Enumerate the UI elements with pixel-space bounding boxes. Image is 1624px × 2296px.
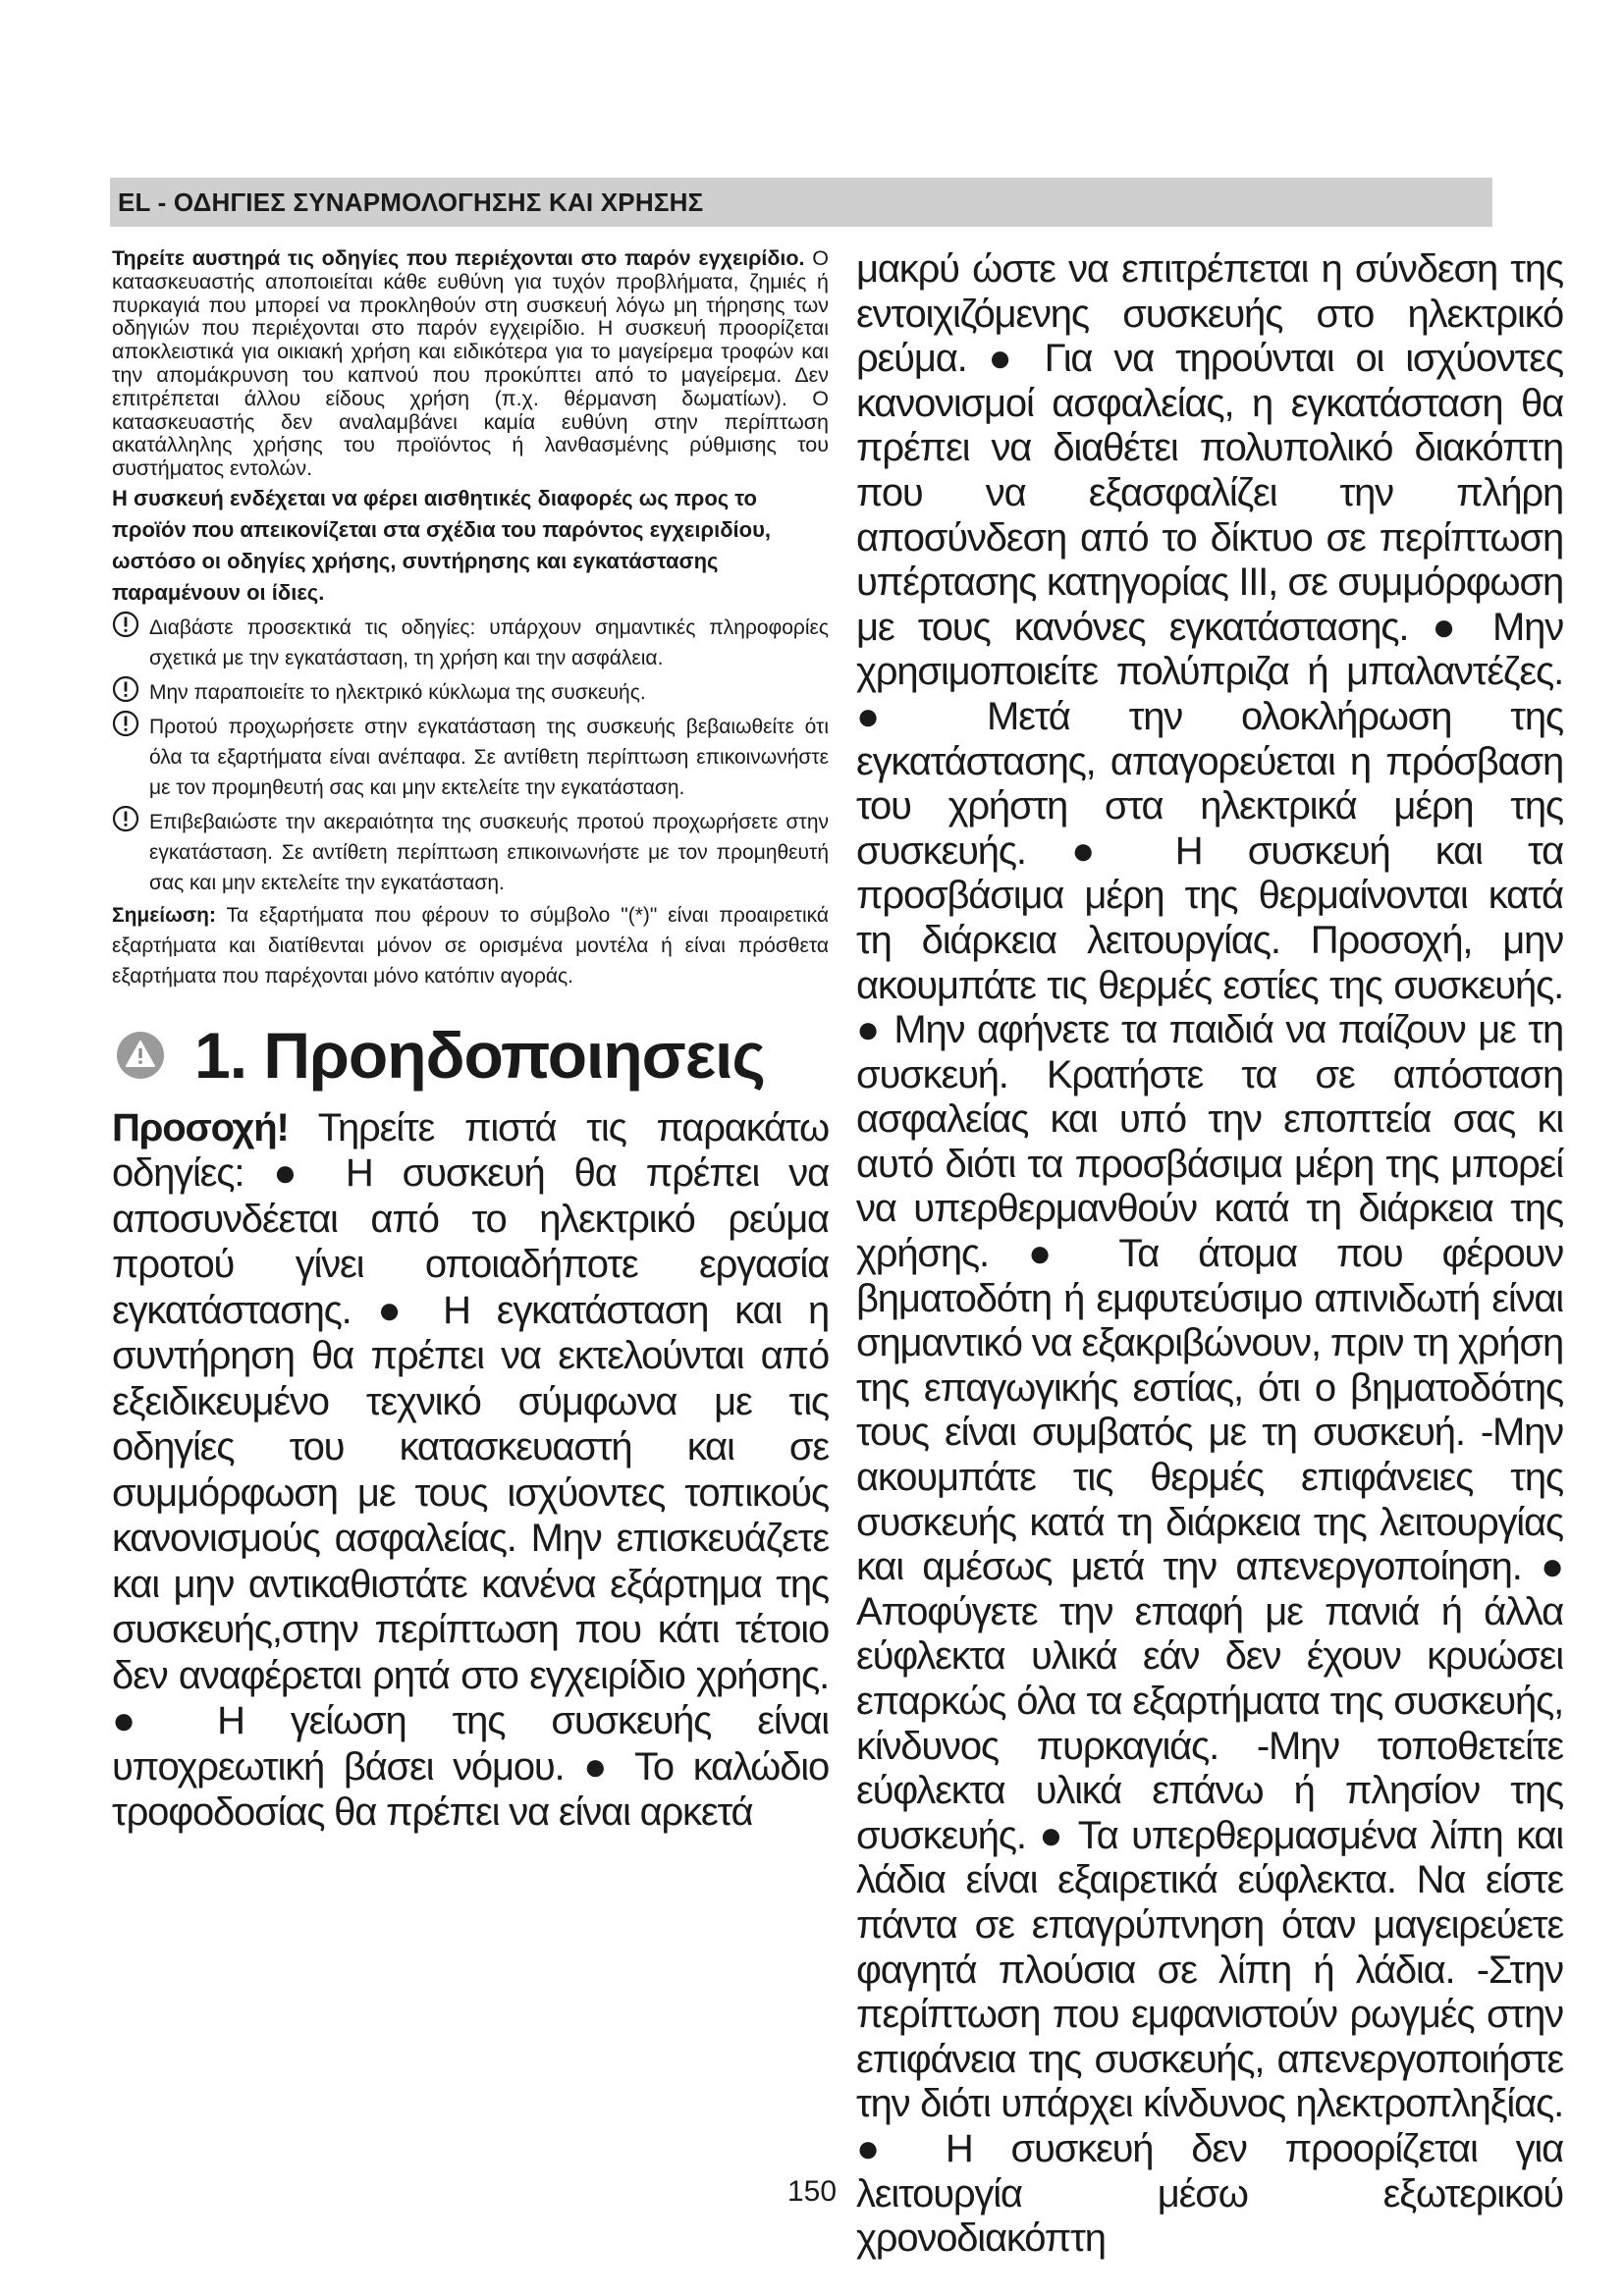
exclamation-circle-icon bbox=[112, 710, 139, 737]
header-bar bbox=[110, 178, 1492, 227]
note-label: Σημείωση: bbox=[112, 903, 217, 927]
notice-text: Μην παραποιείτε το ηλεκτρικό κύκλωμα της συσκευής. bbox=[149, 680, 646, 704]
notice-item bbox=[112, 712, 829, 803]
intro-paragraph bbox=[112, 247, 829, 481]
notice-item bbox=[112, 807, 829, 898]
right-column bbox=[856, 247, 1563, 2262]
note-text: Τα εξαρτήματα που φέρουν το σύμβολο "(*)" είναι προαιρετικά εξαρτήματα και διατίθενται μόνον σε ορισμένα μοντέλα ή είναι πρόσθετα εξαρτήματα που παρέχονται μόνο κατόπιν αγοράς. bbox=[112, 903, 829, 988]
intro-lead: Τηρείτε αυστηρά τις οδηγίες που περιέχονται στο παρόν εγχειρίδιο. bbox=[112, 246, 805, 270]
page-number: 150 bbox=[786, 2175, 838, 2208]
exclamation-circle-icon bbox=[112, 675, 139, 703]
exclamation-circle-icon bbox=[112, 805, 139, 832]
left-column bbox=[112, 247, 829, 1836]
warning-icon bbox=[116, 1031, 165, 1080]
section-title: 1. Προηδοποιησεις bbox=[194, 1018, 765, 1092]
attention-label: Προσοχή! bbox=[112, 1105, 289, 1149]
warnings-left-text bbox=[112, 1105, 829, 1836]
section-heading bbox=[112, 1015, 829, 1095]
header-title: EL - ΟΔΗΓΙΕΣ ΣΥΝΑΡΜΟΛΟΓΗΣΗΣ ΚΑΙ ΧΡΗΣΗΣ bbox=[118, 187, 704, 217]
warnings-left-body: Τηρείτε πιστά τις παρακάτω οδηγίες: ● Η συσκευή θα πρέπει να αποσυνδέεται από το ηλεκτρικό ρεύμα προτού γίνει οποιαδήποτε εργασία εγκατάστασης. ● Η εγκατάσταση και η συντήρηση θα πρέπει να εκτελούνται από εξειδικευμένο τεχνικό σύμφωνα με τις οδηγίες του κατασκευαστή και σε συμμόρφωση με τους ισχύοντες τοπικούς κανονισμούς ασφαλείας. Μην επισκευάζετε και μην αντικαθιστάτε κανένα εξάρτημα της συσκευής,στην περίπτωση που κάτι τέτοιο δεν αναφέρεται ρητά στο εγχειρίδιο χρήσης. ● Η γείωση της συσκευής είναι υποχρεωτική βάσει νόμου. ● Το καλώδιο τροφοδοσίας θα πρέπει να είναι αρκετά bbox=[112, 1105, 829, 1835]
aesthetic-difference-notice: Η συσκευή ενδέχεται να φέρει αισθητικές διαφορές ως προς το προϊόν που απεικονίζεται στα σχέδια του παρόντος εγχειριδίου, ωστόσο οι οδηγίες χρήσης, συντήρησης και εγκατάστασης παραμένουν οι ίδιες. bbox=[112, 485, 771, 605]
notice-text: Προτού προχωρήσετε στην εγκατάσταση της συσκευής βεβαιωθείτε ότι όλα τα εξαρτήματα είναι ανέπαφα. Σε αντίθετη περίπτωση επικοινωνήστε με τον προμηθευτή σας και μην εκτελείτε την εγκατάσταση. bbox=[149, 715, 829, 799]
intro-text: Ο κατασκευαστής αποποιείται κάθε ευθύνη για τυχόν προβλήματα, ζημιές ή πυρκαγιά που μπορεί να προκληθούν στη συσκευή λόγω μη τήρησης των οδηγιών που περιέχονται στο παρόν εγχειρίδιο. Η συσκευή προορίζεται αποκλειστικά για οικιακή χρήση και ειδικότερα για το μαγείρεμα τροφών και την απομάκρυνση του καπνού που προκύπτει από το μαγείρεμα. Δεν επιτρέπεται άλλου είδους χρήση (π.χ. θέρμανση δωματίων). Ο κατασκευαστής δεν αναλαμβάνει καμία ευθύνη στην περίπτωση ακατάλληλης χρήσης του προϊόντος ή λανθασμένης ρύθμισης του συστήματος εντολών. bbox=[112, 246, 829, 481]
warnings-right-text: μακρύ ώστε να επιτρέπεται η σύνδεση της εντοιχιζόμενης συσκευής στο ηλεκτρικό ρεύμα. ● Για να τηρούνται οι ισχύοντες κανονισμοί ασφαλείας, η εγκατάσταση θα πρέπει να διαθέτει πολυπολικό διακόπτη που να εξασφαλίζει την πλήρη αποσύνδεση από το δίκτυο σε περίπτωση υπέρτασης κατηγορίας ΙΙΙ, σε συμμόρφωση με τους κανόνες εγκατάστασης. ● Μην χρησιμοποιείτε πολύπριζα ή μπαλαντέζες. ● Μετά την ολοκλήρωση της εγκατάστασης, απαγορεύεται η πρόσβαση του χρήστη στα ηλεκτρικά μέρη της συσκευής. ● Η συσκευή και τα προσβάσιμα μέρη της θερμαίνονται κατά τη διάρκεια λειτουργίας. Προσοχή, μην ακουμπάτε τις θερμές εστίες της συσκευής. ● Μην αφήνετε τα παιδιά να παίζουν με τη συσκευή. Κρατήστε τα σε απόσταση ασφαλείας και υπό την εποπτεία σας κι αυτό διότι τα προσβάσιμα μέρη της μπορεί να υπερθερμανθούν κατά τη διάρκεια της χρήσης. ● Τα άτομα που φέρουν βηματοδότη ή εμφυτεύσιμο απινιδωτή είναι σημαντικό να εξακριβώνουν, πριν τη χρήση της επαγωγικής εστίας, ότι ο βηματοδότης τους είναι συμβατός με τη συσκευή. -Μην ακουμπάτε τις θερμές επιφάνειες της συσκευής κατά τη διάρκεια της λειτουργίας και αμέσως μετά την απενεργοποίηση. ● Αποφύγετε την επαφή με πανιά ή άλλα εύφλεκτα υλικά εάν δεν έχουν κρυώσει επαρκώς όλα τα εξαρτήματα της συσκευής, κίνδυνος πυρκαγιάς. -Μην τοποθετείτε εύφλεκτα υλικά επάνω ή πλησίον της συσκευής. ● Τα υπερθερμασμένα λίπη και λάδια είναι εξαιρετικά εύφλεκτα. Να είστε πάντα σε επαγρύπνηση όταν μαγειρεύετε φαγητά πλούσια σε λίπη ή λάδια. -Στην περίπτωση που εμφανιστούν ρωγμές στην επιφάνεια της συσκευής, απενεργοποιήστε την διότι υπάρχει κίνδυνος ηλεκτροπληξίας. ● Η συσκευή δεν προορίζεται για λειτουργία μέσω εξωτερικού χρονοδιακόπτη bbox=[856, 247, 1563, 2261]
notice-item bbox=[112, 613, 829, 673]
note-paragraph bbox=[112, 900, 829, 991]
exclamation-circle-icon bbox=[112, 611, 139, 638]
notice-item bbox=[112, 677, 829, 708]
notice-text: Επιβεβαιώστε την ακεραιότητα της συσκευής προτού προχωρήσετε στην εγκατάσταση. Σε αντίθετη περίπτωση επικοινωνήστε με τον προμηθευτή σας και μην εκτελείτε την εγκατάσταση. bbox=[149, 810, 829, 894]
notice-text: Διαβάστε προσεκτικά τις οδηγίες: υπάρχουν σημαντικές πληροφορίες σχετικά με την εγκατάσταση, τη χρήση και την ασφάλεια. bbox=[149, 615, 829, 669]
